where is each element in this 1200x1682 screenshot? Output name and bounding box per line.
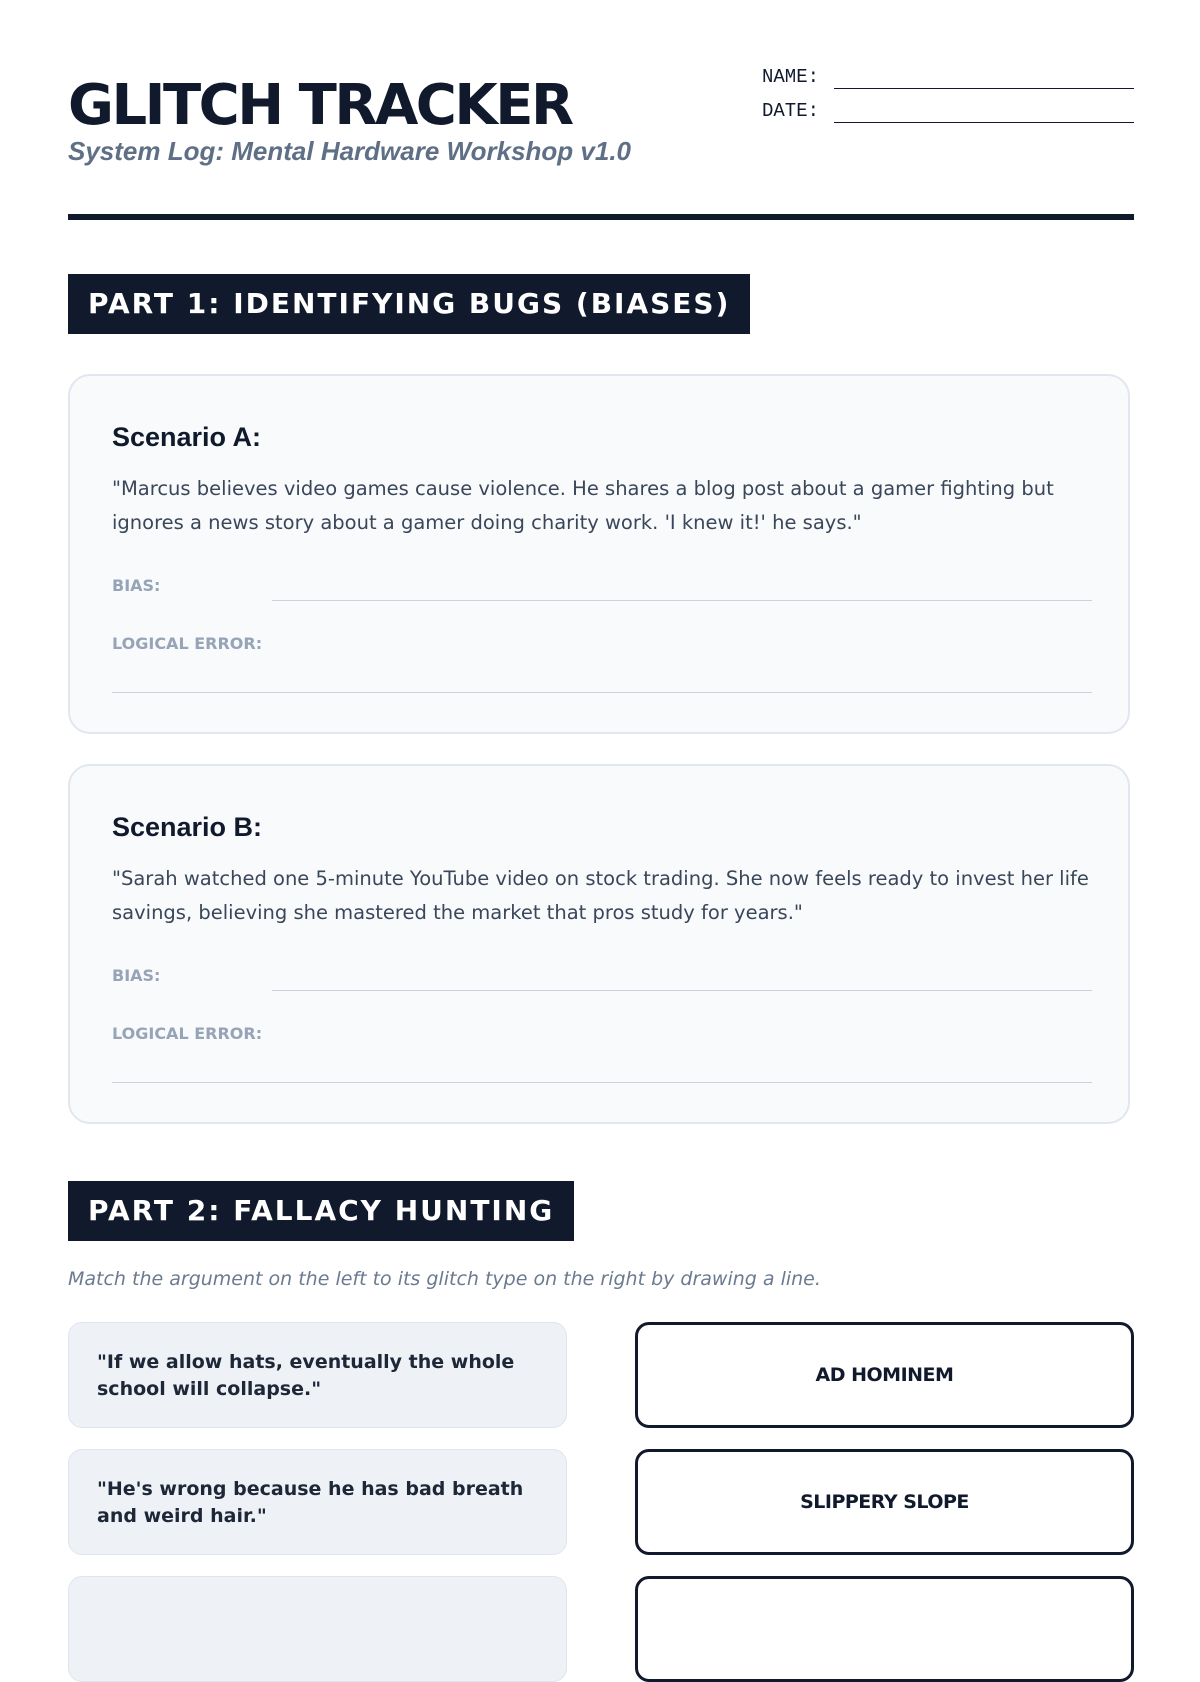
scenario-title: Scenario A:: [112, 422, 262, 452]
worksheet-title: GLITCH TRACKER: [68, 73, 572, 138]
date-row: [762, 100, 1134, 134]
fallacy-type-label: SLIPPERY SLOPE: [800, 1491, 969, 1513]
name-label: NAME:: [762, 66, 820, 88]
bias-answer-line[interactable]: [272, 990, 1092, 991]
header-divider: [68, 214, 1134, 220]
student-info: [762, 66, 1134, 134]
part2-instructions: Match the argument on the left to its glitch type on the right by drawing a line.: [68, 1268, 821, 1290]
fallacy-type-card: [635, 1322, 1134, 1428]
fallacy-type-label: AD HOMINEM: [815, 1364, 954, 1386]
scenario-title: Scenario B:: [112, 812, 263, 842]
date-label: DATE:: [762, 100, 820, 122]
argument-card: "If we allow hats, eventually the whole school will collapse.": [68, 1322, 567, 1428]
logical-error-label: LOGICAL ERROR:: [112, 1024, 263, 1043]
scenario-card-a: [68, 374, 1130, 734]
scenario-text: "Sarah watched one 5-minute YouTube video on stock trading. She now feels ready to invest her life savings, believing she mastered the market that pros study for years.": [112, 867, 1089, 924]
part1-heading: PART 1: IDENTIFYING BUGS (BIASES): [68, 274, 750, 334]
logical-error-label: LOGICAL ERROR:: [112, 634, 263, 653]
part2-heading: PART 2: FALLACY HUNTING: [68, 1181, 574, 1241]
name-field[interactable]: [834, 88, 1134, 89]
scenario-text: "Marcus believes video games cause violence. He shares a blog post about a gamer fighting but ignores a news story about a gamer doing charity work. 'I knew it!' he says.": [112, 477, 1054, 534]
logical-error-answer-line[interactable]: [112, 1082, 1092, 1083]
name-row: [762, 66, 1134, 100]
fallacy-type-card: [635, 1449, 1134, 1555]
fallacy-type-card: [635, 1576, 1134, 1682]
bias-label: BIAS:: [112, 966, 161, 985]
bias-answer-line[interactable]: [272, 600, 1092, 601]
worksheet-header: [68, 66, 1134, 216]
worksheet-subtitle: System Log: Mental Hardware Workshop v1.0: [68, 136, 631, 166]
bias-label: BIAS:: [112, 576, 161, 595]
date-field[interactable]: [834, 122, 1134, 123]
logical-error-answer-line[interactable]: [112, 692, 1092, 693]
argument-card: "He's wrong because he has bad breath and weird hair.": [68, 1449, 567, 1555]
argument-card: [68, 1576, 567, 1682]
scenario-card-b: [68, 764, 1130, 1124]
